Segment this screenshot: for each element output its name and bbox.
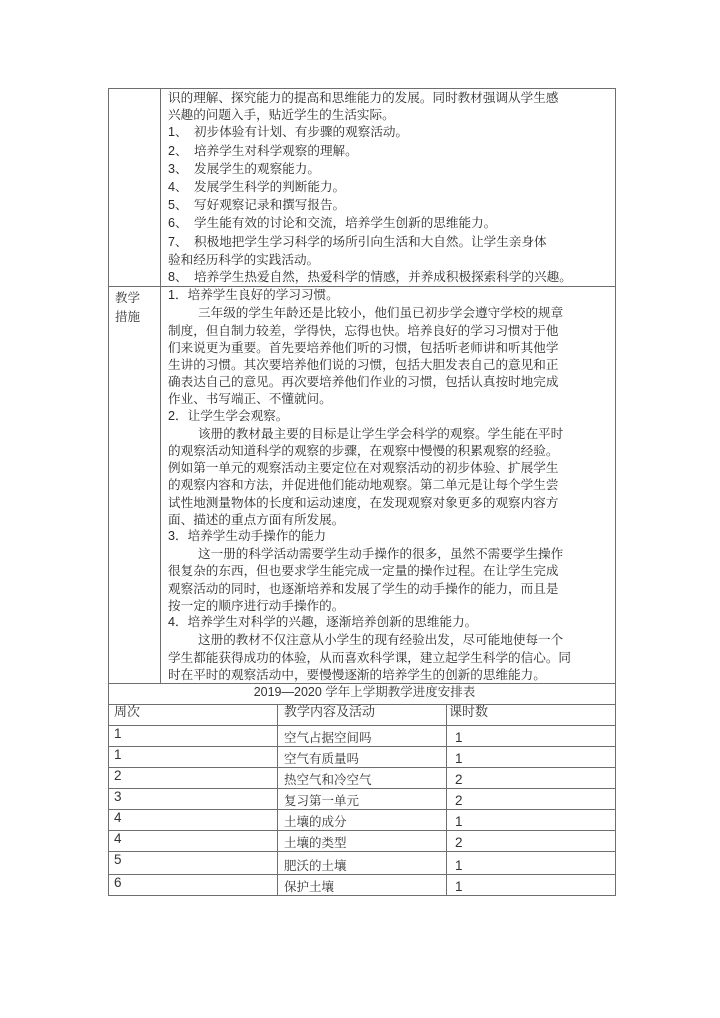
goal-item: 7、 积极地把学生学习科学的场所引向生活和大自然。让学生亲身体 — [168, 233, 547, 249]
measure-heading: 2．让学生学会观察。 — [168, 408, 289, 423]
schedule-row: 1 空气有质量吗 1 — [109, 746, 616, 767]
schedule-row: 2 热空气和冷空气 2 — [109, 767, 616, 788]
measures-row — [109, 287, 616, 684]
header-content: 教学内容及活动 — [278, 704, 447, 725]
goal-item: 2、 培养学生对科学观察的理解。 — [168, 142, 358, 158]
goal-item: 1、 初步体验有计划、有步骤的观察活动。 — [168, 124, 409, 140]
goals-row — [109, 89, 616, 287]
measure-heading: 1．培养学生良好的学习习惯。 — [168, 288, 339, 303]
schedule-row: 4 土壤的类型 2 — [109, 830, 616, 851]
schedule-row: 1 空气占据空间吗 1 — [109, 725, 616, 746]
document-page — [108, 88, 616, 896]
goal-item: 5、 写好观察记录和撰写报告。 — [168, 197, 346, 213]
goal-item: 8、 培养学生热爱自然，热爱科学的情感，并养成积极探索科学的兴趣。 — [168, 269, 572, 285]
measures-content — [161, 287, 616, 684]
goal-item: 3、 发展学生的观察能力。 — [168, 160, 320, 176]
header-week: 周次 — [109, 704, 278, 725]
schedule-header-row — [109, 704, 616, 725]
measure-paragraph: 这一册的科学活动需要学生动手操作的很多，虽然不需要学生操作 很复杂的东西，但也要求学生能完成一定量的操作过程。在让学生完成 观察活动的同时，也逐渐培养和发展了学生的动手操作的能力，而且是 按一定的顺序进行动手操作的。 — [168, 546, 564, 613]
measure-paragraph: 这册的教材不仅注意从小学生的现有经验出发，尽可能地使每一个 学生都能获得成功的体验，从而喜欢科学课，建立起学生科学的信心。同 时在平时的观察活动中，要慢慢逐渐的培养学生的创新的思维能力。 — [168, 632, 571, 682]
schedule-row: 4 土壤的成分 1 — [109, 809, 616, 830]
goals-intro-line: 识的理解、探究能力的提高和思维能力的发展。同时教材强调从学生感 — [168, 90, 559, 105]
goal-item: 4、 发展学生科学的判断能力。 — [168, 179, 346, 195]
measure-paragraph: 该册的教材最主要的目标是让学生学会科学的观察。学生能在平时 的观察活动知道科学的观察的步骤，在观察中慢慢的积累观察的经验。 例如第一单元的观察活动主要定位在对观察活动的初步体验、扩展学生 的观察内容和方法，并促进他们能动地观察。第二单元是让每个学生尝 试性地测量物体的长度和运动速度，在发现观察对象更多的观察内容方 面、描述的重点方面有所发展。 — [168, 425, 564, 527]
measures-label: 教学 措施 — [109, 287, 161, 684]
measure-heading: 4．培养学生对科学的兴趣，逐渐培养创新的思维能力。 — [168, 615, 478, 630]
goal-item-continuation: 验和经历科学的实践活动。 — [168, 251, 320, 267]
header-hours: 课时数 — [447, 704, 616, 725]
schedule-row: 3 复习第一单元 2 — [109, 788, 616, 809]
schedule-table — [108, 683, 616, 896]
schedule-title-row — [109, 683, 616, 704]
goals-label-cell — [109, 89, 161, 287]
schedule-row: 5 肥沃的土壤 1 — [109, 851, 616, 874]
measure-paragraph: 三年级的学生年龄还是比较小，他们虽已初步学会遵守学校的规章 制度，但自制力较差，学得快，忘得也快。培养良好的学习习惯对于他 们来说更为重要。首先要培养他们听的习惯，包括听老师讲和听其他学 生讲的习惯。其次要培养他们说的习惯，包括大胆发表自己的意见和正 确表达自己的意见。再次要培养他们作业的习惯，包括认真按时地完成 作业、书写端正、不懂就问。 — [168, 305, 564, 407]
measure-heading: 3．培养学生动手操作的能力 — [168, 529, 327, 544]
schedule-title: 2019—2020 学年上学期教学进度安排表 — [109, 683, 616, 704]
schedule-row: 6 保护土壤 1 — [109, 874, 616, 895]
goals-content — [161, 89, 616, 287]
goal-item: 6、 学生能有效的讨论和交流，培养学生创新的思维能力。 — [168, 215, 497, 231]
goals-intro-line: 兴趣的问题入手，贴近学生的生活实际。 — [168, 107, 395, 123]
plan-table — [108, 88, 616, 684]
